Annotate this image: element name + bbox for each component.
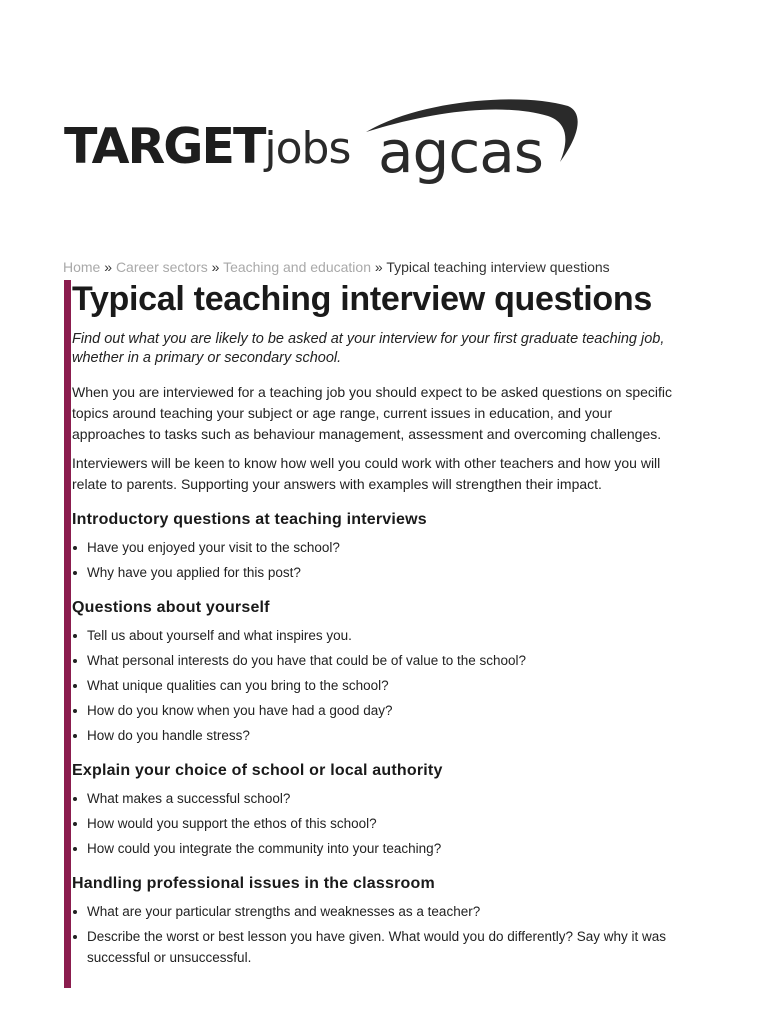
question-list: [72, 537, 682, 583]
page-title: Typical teaching interview questions: [72, 280, 652, 318]
list-item: [72, 838, 682, 859]
list-item: [72, 675, 682, 696]
list-item-text: Describe the worst or best lesson you have given. What would you do differently? Say why it was successful or unsuccessful.: [87, 929, 667, 965]
question-list: [72, 901, 682, 968]
list-item-text: How do you handle stress?: [87, 728, 250, 743]
section-heading-yourself: Questions about yourself: [72, 599, 270, 616]
bullet-icon: [73, 847, 77, 851]
section-heading-introductory: Introductory questions at teaching interviews: [72, 511, 427, 528]
breadcrumb-home[interactable]: Home: [63, 259, 101, 275]
targetjobs-logo-light: jobs: [264, 123, 351, 174]
list-item-text: What are your particular strengths and weaknesses as a teacher?: [87, 904, 481, 919]
breadcrumb: [63, 259, 610, 275]
breadcrumb-current: Typical teaching interview questions: [386, 259, 610, 275]
article-paragraph: Interviewers will be keen to know how well you could work with other teachers and how you will relate to parents. Supporting your answers with examples will strengthen their impact.: [72, 455, 661, 492]
article-content: [64, 280, 711, 988]
bullet-icon: [73, 659, 77, 663]
list-item: [72, 901, 682, 922]
targetjobs-logo: [64, 118, 350, 175]
bullet-icon: [73, 571, 77, 575]
list-item-text: What makes a successful school?: [87, 791, 291, 806]
breadcrumb-separator: »: [374, 259, 383, 275]
list-item-text: How do you know when you have had a good day?: [87, 703, 393, 718]
targetjobs-logo-bold: TARGET: [64, 118, 265, 175]
breadcrumb-separator: »: [211, 259, 220, 275]
bullet-icon: [73, 734, 77, 738]
bullet-icon: [73, 709, 77, 713]
list-item: [72, 813, 682, 834]
question-list: [72, 625, 682, 746]
list-item: [72, 926, 682, 968]
agcas-logo: [360, 92, 580, 192]
question-list: [72, 788, 682, 859]
list-item: [72, 625, 682, 646]
list-item-text: What personal interests do you have that could be of value to the school?: [87, 653, 527, 668]
bullet-icon: [73, 634, 77, 638]
article-paragraph: When you are interviewed for a teaching job you should expect to be asked questions on specific topics around teaching your subject or age range, current issues in education, and your approaches to tasks such as behaviour management, assessment and overcoming challenges.: [72, 384, 673, 442]
breadcrumb-career-sectors[interactable]: Career sectors: [115, 259, 208, 275]
breadcrumb-teaching-education[interactable]: Teaching and education: [223, 259, 371, 275]
list-item: [72, 537, 682, 558]
logo-area: [64, 92, 624, 202]
list-item: [72, 562, 682, 583]
bullet-icon: [73, 935, 77, 939]
list-item-text: Why have you applied for this post?: [87, 565, 301, 580]
section-heading-professional-issues: Handling professional issues in the classroom: [72, 875, 435, 892]
bullet-icon: [73, 797, 77, 801]
bullet-icon: [73, 546, 77, 550]
bullet-icon: [73, 684, 77, 688]
list-item-text: Have you enjoyed your visit to the school?: [87, 540, 340, 555]
list-item-text: Tell us about yourself and what inspires you.: [87, 628, 352, 643]
bullet-icon: [73, 910, 77, 914]
list-item-text: How would you support the ethos of this school?: [87, 816, 377, 831]
list-item: [72, 725, 682, 746]
agcas-logo-text: agcas: [378, 118, 544, 186]
list-item: [72, 650, 682, 671]
bullet-icon: [73, 822, 77, 826]
section-heading-school-choice: Explain your choice of school or local authority: [72, 762, 443, 779]
breadcrumb-separator: »: [104, 259, 113, 275]
list-item-text: What unique qualities can you bring to the school?: [87, 678, 389, 693]
list-item: [72, 788, 682, 809]
article-intro: Find out what you are likely to be asked at your interview for your first graduate teaching job, whether in a primary or secondary school.: [72, 331, 665, 366]
list-item: [72, 700, 682, 721]
list-item-text: How could you integrate the community into your teaching?: [87, 841, 442, 856]
